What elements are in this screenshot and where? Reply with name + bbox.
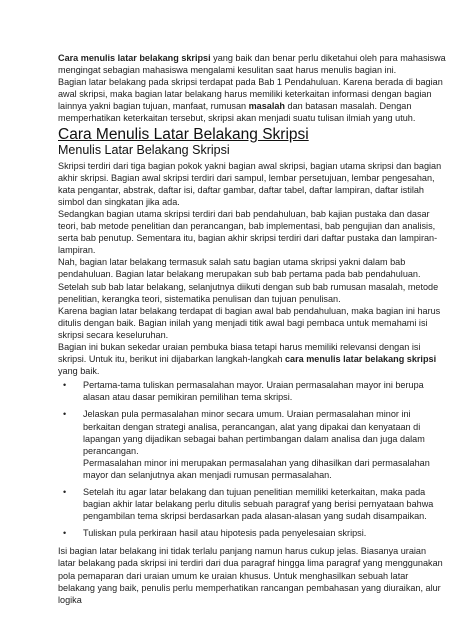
bullet-icon: • [63,487,67,497]
intro-bold-lead: Cara menulis latar belakang skripsi [58,53,211,63]
intro-lead-rest: yang baik dan benar perlu diketahui oleh para mahasiswa mengingat sebagian mahasiswa mengalami kesulitan saat harus menulis bagian ini. [58,53,446,76]
list-item [58,527,446,539]
steps-intro-text-a: Bagian ini bukan sekedar uraian pembuka biasa tetapi harus memiliki relevansi dengan isi skripsi. Untuk itu, berikut ini dijabarkan langkah-langkah [58,341,421,365]
heading-2: Menulis Latar Belakang Skripsi [58,142,230,157]
bullet-icon: • [63,380,67,391]
body-paragraph: Setelah sub bab latar belakang, selanjutnya diikuti dengan sub bab rumusan masalah, metode penelitian, kerangka teori, sistematika penulisan dan tujuan penulisan. [58,281,439,304]
body-paragraph: Karena bagian latar belakang terdapat di bagian awal bab pendahuluan, maka bagian ini harus ditulis dengan baik. Bagian inilah yang menjadi titik awal bagi pembaca untuk memahami isi skripsi secara keseluruhan. [58,305,441,340]
list-item-text: Jelaskan pula permasalahan minor secara umum. Uraian permasalahan minor ini berkaitan dengan strategi analisa, perancangan, alat yang dipakai dan kenyataan di lapangan yang dijadikan sebagai bahan pertimbangan dalam analisa dan juga dalam perancangan. [83,409,425,456]
steps-intro-text-b: yang baik. [58,366,100,377]
intro-p2-bold: masalah [248,101,285,112]
heading-1: Cara Menulis Latar Belakang Skripsi [58,125,309,143]
list-item [58,486,446,522]
intro-p2-text-a: Bagian latar belakang pada skripsi terdapat pada Bab 1 Pendahuluan. Karena berada di bagian awal skripsi, maka bagian latar belakang harus memiliki keterkaitan informasi dengan bagian lainnya yakni bagian tujuan, manfaat, rumusan [58,77,443,112]
bullet-icon: • [63,528,67,539]
closing-paragraph: Isi bagian latar belakang ini tidak terlalu panjang namun harus cukup jelas. Biasanya uraian latar belakang pada skripsi ini terdiri dari dua paragraf hingga lima paragraf yang menggunakan pola pemaparan dari uraian umum ke uraian khusus. Untuk menghasilkan sebuah latar belakang yang baik, penulis perlu memperhatikan rancangan pembahasan yang diuraikan, alur logika [58,546,443,605]
steps-list [58,379,446,539]
list-item [58,379,446,403]
intro-paragraph [58,52,446,76]
body-paragraph: Nah, bagian latar belakang termasuk salah satu bagian utama skripsi yakni dalam bab pendahuluan. Bagian latar belakang merupakan sub bab pertama pada bab pendahuluan. [58,257,421,280]
bullet-icon: • [63,409,67,420]
intro-paragraph-2 [58,76,446,124]
list-item-text: Permasalahan minor ini merupakan permasalahan yang dihasilkan dari permasalahan mayor dan selanjutnya akan menjadi rumusan permasalahan. [83,457,430,480]
body-paragraph: Skripsi terdiri dari tiga bagian pokok yakni bagian awal skripsi, bagian utama skripsi dan bagian akhir skripsi. Bagian awal skripsi terdiri dari sampul, lembar persetujuan, lembar pengesahan, kata pengantar, abstrak, daftar isi, daftar gambar, daftar tabel, daftar lampiran, daftar istilah simbol dan singkatan jika ada. [58,160,442,207]
list-item [58,408,446,481]
body-paragraph-steps-intro [58,341,446,377]
list-item-text: Pertama-tama tuliskan permasalahan mayor. Uraian permasalahan mayor ini berupa alasan atau dasar pemikiran pemilihan tema skripsi. [83,380,424,403]
list-item-text: Tuliskan pula perkiraan hasil atau hipotesis pada penyelesaian skripsi. [83,528,367,539]
steps-intro-bold: cara menulis latar belakang skripsi [284,354,437,365]
list-item-text: Setelah itu agar latar belakang dan tujuan penelitian memiliki keterkaitan, maka pada bagian akhir latar belakang perlu ditulis sebuah paragraf yang berisi pernyataan bahwa pengambilan tema skripsi berdasarkan pada alasan-alasan yang sudah disampaikan. [83,487,434,522]
intro-p2-text-b: dan batasan masalah. Dengan memperhatikan keterkaitan tersebut, skripsi akan menjadi suatu tulisan ilmiah yang utuh. [58,101,416,124]
body-paragraph: Sedangkan bagian utama skripsi terdiri dari bab pendahuluan, bab kajian pustaka dan dasar teori, bab metode penelitian dan perancangan, bab implementasi, bab pengujian dan analisis, serta bab penutup. Sementara itu, bagian akhir skripsi terdiri dari daftar pustaka dan lampiran-lampiran. [58,208,438,256]
